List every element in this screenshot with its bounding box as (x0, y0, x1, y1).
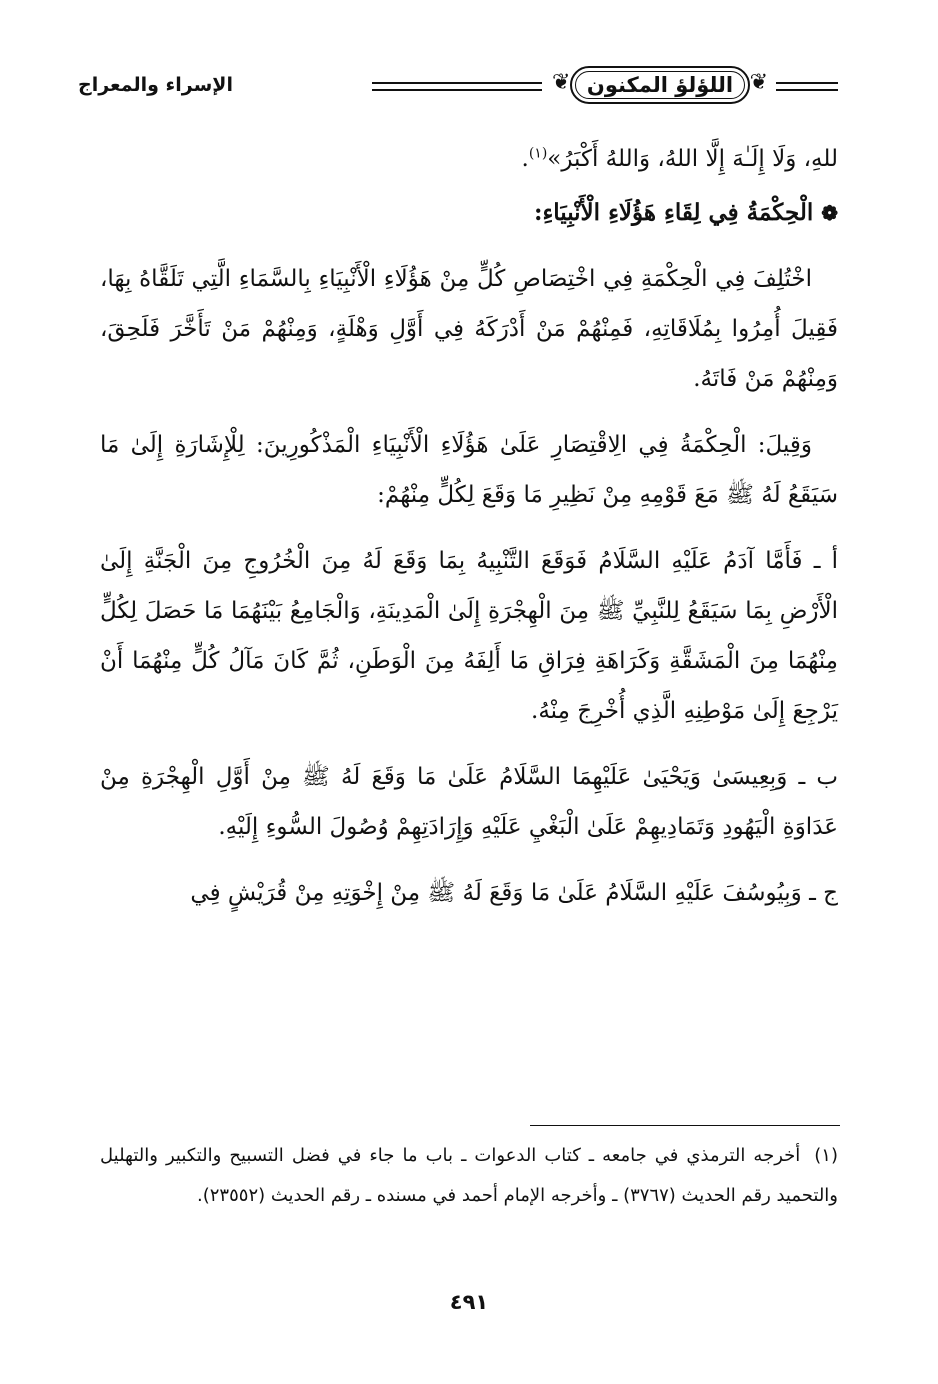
paragraph: اخْتُلِفَ فِي الْحِكْمَةِ فِي اخْتِصَاصِ كُلٍّ مِنْ هَؤُلَاءِ الْأَنْبِيَاءِ بِالسَّمَاءِ الَّتِي تَلَقَّاهُ بِهَا، فَقِيلَ أُمِرُوا بِمُلَاقَاتِهِ، فَمِنْهُمْ مَنْ أَدْرَكَهُ فِي أَوَّلِ وَهْلَةٍ، وَمِنْهُمْ مَنْ تَأَخَّرَ فَلَحِقَ، وَمِنْهُمْ مَنْ فَاتَهُ. (100, 266, 838, 392)
section-heading-text: الْحِكْمَةُ فِي لِقَاءِ هَؤُلَاءِ الْأَنْبِيَاءِ: (533, 199, 814, 226)
chapter-title: الإسراء والمعراج (78, 74, 233, 96)
paragraph: وَقِيلَ: الْحِكْمَةُ فِي الِاقْتِصَارِ عَلَىٰ هَؤُلَاءِ الْأَنْبِيَاءِ الْمَذْكُورِينَ: لِلْإِشَارَةِ إِلَىٰ مَا سَيَقَعُ لَهُ ﷺ مَعَ قَوْمِهِ مِنْ نَظِيرِ مَا وَقَعَ لِكُلٍّ مِنْهُمْ: (100, 432, 838, 508)
main-text (100, 134, 838, 934)
footnotes (100, 1136, 838, 1216)
text-line-content: للهِ، وَلَا إِلَـٰهَ إِلَّا اللهُ، وَاللهُ أَكْبَرُ» (547, 146, 838, 172)
footnote-reference: (١) (528, 145, 548, 162)
paragraph: أ ـ فَأَمَّا آدَمُ عَلَيْهِ السَّلَامُ فَوَقَعَ التَّنْبِيهُ بِمَا وَقَعَ لَهُ مِنَ الْخُرُوجِ مِنَ الْجَنَّةِ إِلَىٰ الْأَرْضِ بِمَا سَيَقَعُ لِلنَّبِيِّ ﷺ مِنَ الْهِجْرَةِ إِلَىٰ الْمَدِينَةِ، وَالْجَامِعُ بَيْنَهُمَا مَا حَصَلَ لِكُلٍّ مِنْهُمَا مِنَ الْمَشَقَّةِ وَكَرَاهَةِ فِرَاقِ مَا أَلِفَهُ مِنَ الْوَطَنِ، ثُمَّ كَانَ مَآلُ كُلٍّ مِنْهُمَا أَنْ يَرْجِعَ إِلَىٰ مَوْطِنِهِ الَّذِي أُخْرِجَ مِنْهُ. (100, 548, 838, 724)
footnote-divider (530, 1125, 840, 1126)
header-rule-right (776, 82, 838, 91)
text-line: للهِ، وَلَا إِلَـٰهَ إِلَّا اللهُ، وَاللهُ أَكْبَرُ»$^{(١)}$. (521, 145, 838, 172)
running-header (78, 58, 838, 118)
paragraph: ج ـ وَبِيُوسُفَ عَلَيْهِ السَّلَامُ عَلَىٰ مَا وَقَعَ لَهُ ﷺ مِنْ إِخْوَتِهِ مِنْ قُرَيْشٍ فِي (190, 880, 838, 906)
book-title: اللؤلؤ المكنون (586, 73, 734, 97)
footnote-number: (١) (814, 1145, 838, 1166)
floral-ornament-icon: ❦ (749, 70, 768, 95)
section-heading (100, 188, 838, 238)
floral-ornament-icon: ❦ (552, 70, 571, 95)
header-rule-left (372, 82, 542, 91)
flower-icon: ❁ (821, 201, 838, 225)
footnote-text: أخرجه الترمذي في جامعه ـ كتاب الدعوات ـ باب ما جاء في فضل التسبيح والتكبير والتهليل والتحميد رقم الحديث (٣٧٦٧) ـ وأخرجه الإمام أحمد في مسنده ـ رقم الحديث (٢٣٥٥٢). (100, 1145, 838, 1206)
book-title-cartouche (552, 64, 768, 106)
page-number: ٤٩١ (449, 1290, 489, 1314)
paragraph: ب ـ وَبِعِيسَىٰ وَيَحْيَىٰ عَلَيْهِمَا السَّلَامُ عَلَىٰ مَا وَقَعَ لَهُ ﷺ مِنْ أَوَّلِ الْهِجْرَةِ مِنْ عَدَاوَةِ الْيَهُودِ وَتَمَادِيهِمْ عَلَىٰ الْبَغْيِ عَلَيْهِ وَإِرَادَتِهِمْ وُصُولَ السُّوءِ إِلَيْهِ. (100, 764, 838, 840)
